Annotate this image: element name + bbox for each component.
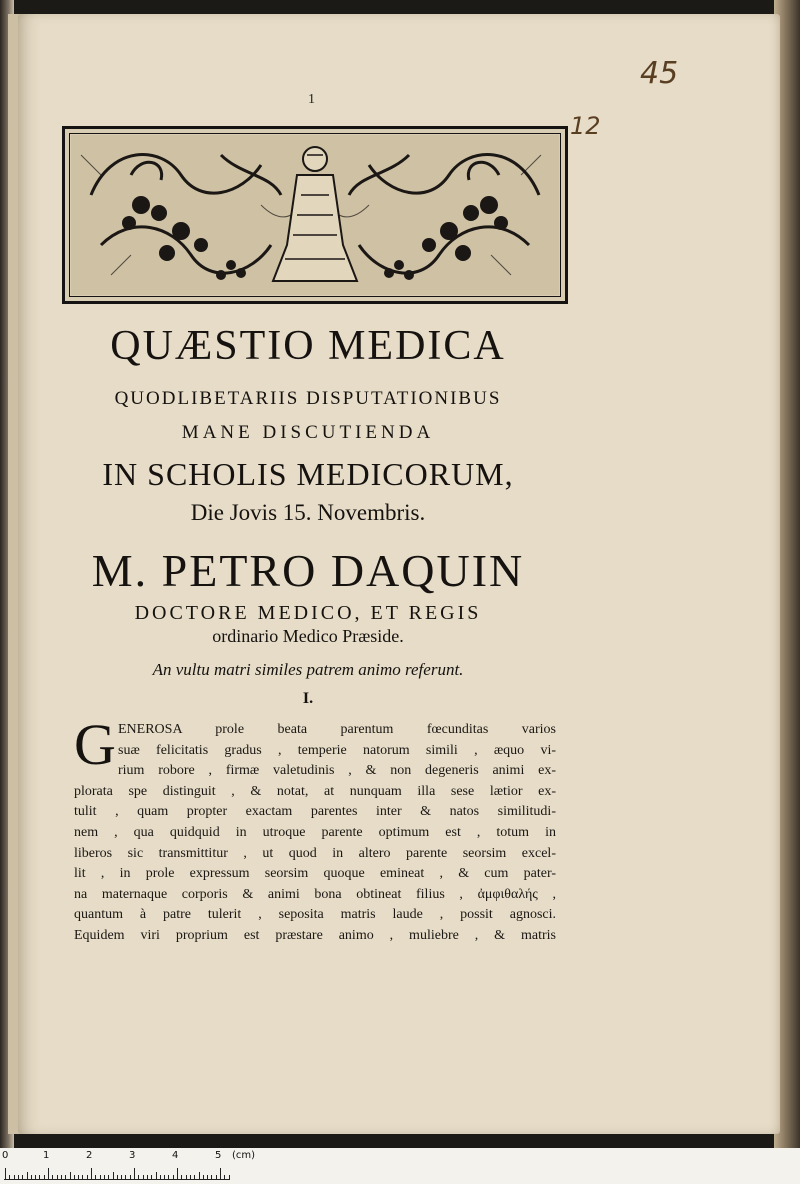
ruler-label: 4 <box>172 1150 179 1161</box>
ruler-tick <box>14 1175 15 1180</box>
ruler-tick <box>18 1175 19 1180</box>
ruler-tick <box>44 1175 45 1180</box>
ruler-tick <box>5 1168 6 1180</box>
body-line: tulit , quam propter exactam parentes inter & natos similitudi- <box>74 804 556 820</box>
title-line-praeses-name: M. PETRO DAQUIN <box>91 545 525 596</box>
ruler-tick <box>194 1175 195 1180</box>
handwritten-folio-number: 45 <box>640 56 679 91</box>
ruler-tick <box>100 1175 101 1180</box>
ruler-tick <box>61 1175 62 1180</box>
ruler-label: 1 <box>43 1150 50 1161</box>
title-line-ordinario: ordinario Medico Præside. <box>212 626 404 646</box>
ruler-tick <box>156 1172 157 1180</box>
ruler-tick <box>27 1172 28 1180</box>
ruler-tick <box>199 1172 200 1180</box>
ruler-tick <box>35 1175 36 1180</box>
ruler-tick <box>190 1175 191 1180</box>
document-page <box>18 14 780 1134</box>
ruler-tick <box>52 1175 53 1180</box>
title-line-mane: MANE DISCUTIENDA <box>181 422 435 443</box>
body-line: quantum à patre tulerit , seposita matris laude , possit agnosci. <box>74 907 556 923</box>
title-line-doctore: DOCTORE MEDICO, ET REGIS <box>134 602 482 624</box>
question-heading: An vultu matri similes patrem animo referunt. <box>152 660 464 679</box>
title-line-date: Die Jovis 15. Novembris. <box>190 500 426 525</box>
ruler-tick <box>78 1175 79 1180</box>
ruler-label: 2 <box>86 1150 93 1161</box>
body-line: suæ felicitatis gradus , temperie natorum simili , æquo vi- <box>118 742 556 758</box>
ruler-label: 0 <box>2 1150 9 1161</box>
body-line: liberos sic transmittitur , ut quod in altero parente seorsim excel- <box>74 845 556 861</box>
ruler-tick <box>164 1175 165 1180</box>
ruler-label: 3 <box>129 1150 136 1161</box>
ruler-tick <box>31 1175 32 1180</box>
section-number: I. <box>302 690 314 707</box>
ruler-tick <box>57 1175 58 1180</box>
ruler-tick <box>134 1168 135 1180</box>
ruler-tick <box>82 1175 83 1180</box>
body-line: Equidem viri proprium est præstare animo , muliebre , & matris <box>74 927 556 943</box>
ruler-tick <box>87 1175 88 1180</box>
ruler-tick <box>203 1175 204 1180</box>
drop-capital: G <box>74 712 116 777</box>
body-line: na maternaque corporis & animi bona obtineat filius , ἀμφιθαλής , <box>74 886 556 902</box>
ruler-tick <box>108 1175 109 1180</box>
title-line-scholis: IN SCHOLIS MEDICORUM, <box>102 456 514 492</box>
ruler-tick <box>70 1172 71 1180</box>
ruler-tick <box>117 1175 118 1180</box>
ruler-tick <box>125 1175 126 1180</box>
ruler-tick <box>173 1175 174 1180</box>
ruler-tick <box>113 1172 114 1180</box>
ruler-tick <box>95 1175 96 1180</box>
body-line: plorata spe distinguit , & notat, at nunquam illa sese lætior ex- <box>74 783 556 799</box>
ruler-tick <box>211 1175 212 1180</box>
ruler-tick <box>177 1168 178 1180</box>
ruler-tick <box>181 1175 182 1180</box>
headpiece-ornament-image <box>71 135 559 295</box>
ruler-tick <box>186 1175 187 1180</box>
body-text <box>74 720 556 947</box>
ruler-tick <box>121 1175 122 1180</box>
ruler-tick <box>22 1175 23 1180</box>
body-line: lit , in prole expressum seorsim quoque emineat , & cum pater- <box>74 866 556 882</box>
ruler-label: 5 <box>215 1150 222 1161</box>
title-line-quaestio: QUÆSTIO MEDICA <box>110 323 506 369</box>
ruler-tick <box>65 1175 66 1180</box>
body-line: nem , qua quidquid in utroque parente optimum est , totum in <box>74 824 556 840</box>
ruler-tick <box>138 1175 139 1180</box>
ruler-tick <box>147 1175 148 1180</box>
ruler-tick <box>39 1175 40 1180</box>
ruler-unit: (cm) <box>232 1150 256 1161</box>
ruler-tick <box>91 1168 92 1180</box>
woodcut-headpiece <box>62 126 568 304</box>
scale-ruler <box>0 1148 800 1184</box>
ruler-tick <box>48 1168 49 1180</box>
body-line: ENEROSA prole beata parentum fœcunditas varios <box>118 722 556 737</box>
ruler-tick <box>224 1175 225 1180</box>
ruler-tick <box>207 1175 208 1180</box>
ruler-tick <box>130 1175 131 1180</box>
ruler-tick <box>220 1168 221 1180</box>
ruler-tick <box>229 1175 230 1180</box>
ruler-tick <box>151 1175 152 1180</box>
ruler-tick <box>104 1175 105 1180</box>
ruler-tick <box>216 1175 217 1180</box>
printed-folio: 1 <box>308 92 315 107</box>
ruler-tick <box>160 1175 161 1180</box>
body-line: rium robore , firmæ valetudinis , & non degeneris animi ex- <box>118 763 556 779</box>
ruler-tick <box>9 1175 10 1180</box>
ruler-tick <box>74 1175 75 1180</box>
ruler-tick <box>168 1175 169 1180</box>
ruler-tick <box>143 1175 144 1180</box>
title-line-quodlibetariis: QUODLIBETARIIS DISPUTATIONIBUS <box>114 388 502 409</box>
handwritten-margin-number: 12 <box>570 112 601 140</box>
